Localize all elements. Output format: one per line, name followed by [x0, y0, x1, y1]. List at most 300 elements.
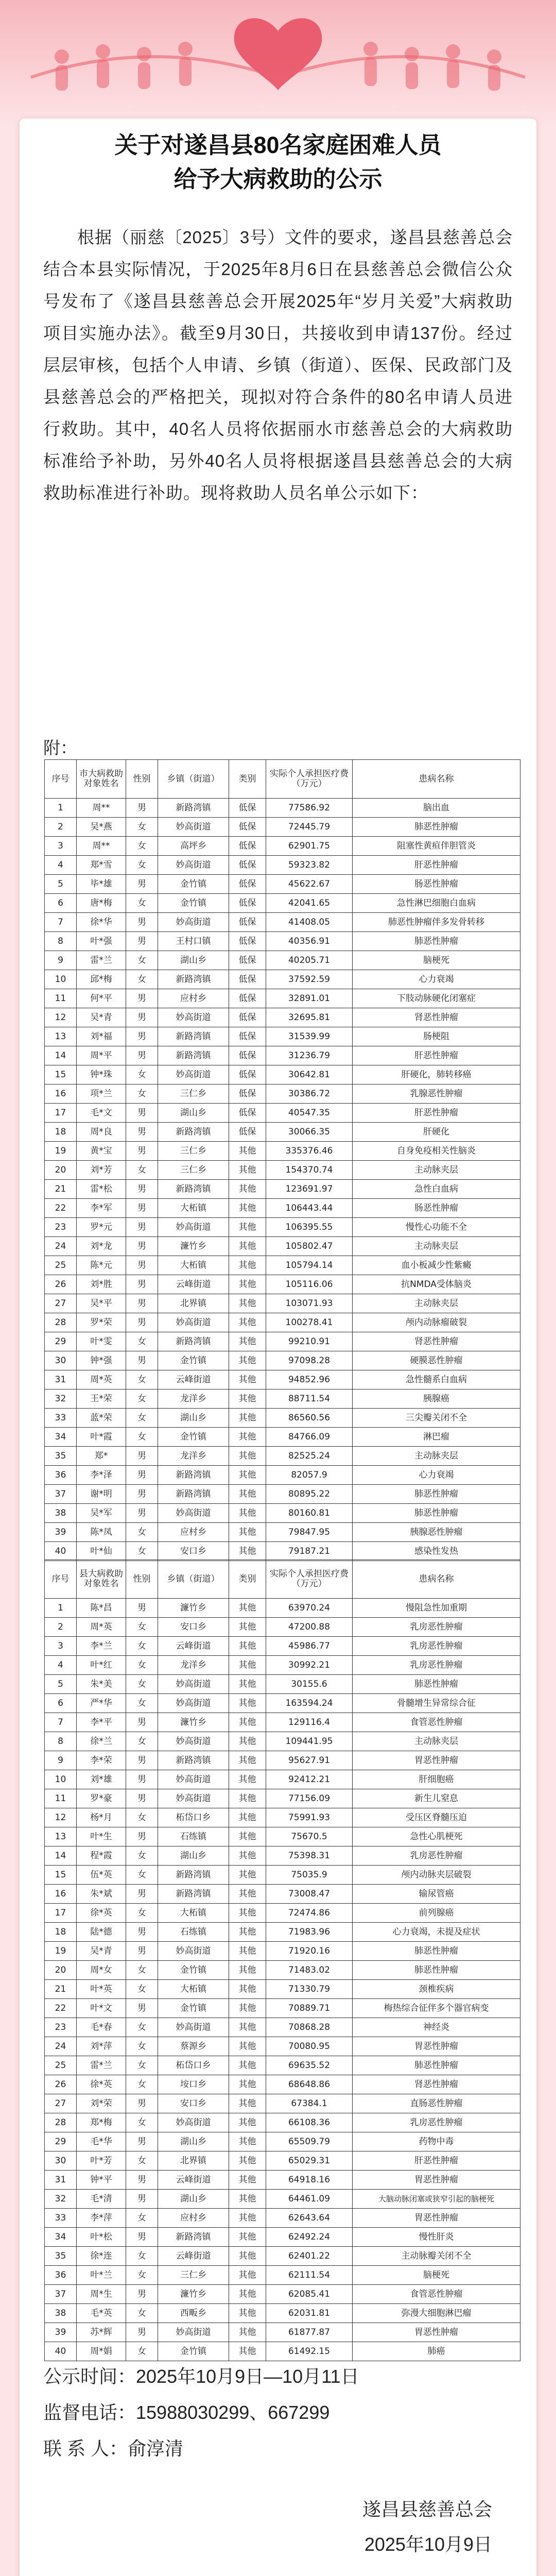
- table-cell: 周*良: [77, 1123, 126, 1142]
- table-cell: 30066.35: [266, 1123, 353, 1142]
- table-row: [45, 1942, 520, 1961]
- table-cell: 其他: [229, 1237, 266, 1256]
- table-row: [45, 1180, 520, 1199]
- table-cell: 刘*胜: [77, 1275, 126, 1294]
- table-cell: 女: [126, 1808, 158, 1827]
- table-cell: 71920.16: [266, 1942, 353, 1961]
- table-cell: 女: [126, 2266, 158, 2285]
- table-cell: 妙高街道: [158, 1065, 229, 1084]
- table-cell: 男: [126, 1923, 158, 1942]
- table-cell: 低保: [229, 913, 266, 932]
- table-cell: 李*兰: [77, 1637, 126, 1656]
- table-row: [45, 2304, 520, 2323]
- table-row: [45, 951, 520, 970]
- table-cell: 濂竹乡: [158, 2285, 229, 2304]
- table-cell: 低保: [229, 1027, 266, 1046]
- table-cell: 70868.28: [266, 2018, 353, 2037]
- table-cell: 59323.82: [266, 856, 353, 875]
- table-cell: 37: [45, 2285, 77, 2304]
- table-row: [45, 1256, 520, 1275]
- table-prefix: 附：: [43, 738, 77, 757]
- table-cell: 69635.52: [266, 2056, 353, 2075]
- table-cell: 蓝*荣: [77, 1409, 126, 1428]
- table-cell: 105116.06: [266, 1275, 353, 1294]
- table-cell: 叶*松: [77, 2228, 126, 2247]
- table-cell: 叶*雯: [77, 1332, 126, 1351]
- table-cell: 女: [126, 1637, 158, 1656]
- table-cell: 云峰街道: [158, 2247, 229, 2266]
- table-cell: 女: [126, 2075, 158, 2094]
- table-cell: 女: [126, 856, 158, 875]
- table-cell: 31: [45, 1370, 77, 1389]
- table-cell: 其他: [229, 1846, 266, 1866]
- table-cell: 72474.86: [266, 1904, 353, 1923]
- table-cell: 30155.6: [266, 1675, 353, 1694]
- table-cell: 低保: [229, 1123, 266, 1142]
- table-cell: 肺恶性肿瘤: [353, 1485, 520, 1504]
- table-cell: 梅热综合征伴多个器官病变: [353, 1999, 520, 2018]
- table-cell: 毛*华: [77, 2132, 126, 2151]
- table-cell: 其他: [229, 1466, 266, 1485]
- table-cell: 80895.22: [266, 1485, 353, 1504]
- table-cell: 男: [126, 1485, 158, 1504]
- table-cell: 62643.64: [266, 2209, 353, 2228]
- table-cell: 高坪乡: [158, 837, 229, 856]
- table-cell: 19: [45, 1142, 77, 1161]
- table-cell: 23: [45, 1218, 77, 1237]
- table-cell: 妙高街道: [158, 818, 229, 837]
- table-cell: 女: [126, 1542, 158, 1561]
- table-cell: 女: [126, 1961, 158, 1980]
- table-cell: 其他: [229, 2209, 266, 2228]
- table-cell: 云峰街道: [158, 1275, 229, 1294]
- table-cell: 慢性肝炎: [353, 2228, 520, 2247]
- table-cell: 垵口乡: [158, 2075, 229, 2094]
- table-cell: 7: [45, 1713, 77, 1732]
- table-cell: 79187.21: [266, 1542, 353, 1561]
- table-cell: 62111.54: [266, 2266, 353, 2285]
- table-cell: 濂竹乡: [158, 1237, 229, 1256]
- table-row: [45, 2190, 520, 2209]
- table-cell: 70889.71: [266, 1999, 353, 2018]
- table-cell: 输尿管癌: [353, 1885, 520, 1904]
- table-cell: 88711.54: [266, 1389, 353, 1409]
- table-cell: 男: [126, 1275, 158, 1294]
- table-row: [45, 2151, 520, 2171]
- table-cell: 15: [45, 1065, 77, 1084]
- county-aid-table: [44, 1560, 520, 2361]
- table-cell: 45986.77: [266, 1637, 353, 1656]
- table-cell: 其他: [229, 2342, 266, 2361]
- table-cell: 钟*强: [77, 1351, 126, 1370]
- table-cell: 154370.74: [266, 1161, 353, 1180]
- table-cell: 骨髓增生异常综合征: [353, 1694, 520, 1713]
- table-cell: 自身免疫相关性脑炎: [353, 1142, 520, 1161]
- table-cell: 24: [45, 2037, 77, 2056]
- table-row: [45, 1313, 520, 1332]
- table-cell: 罗*豪: [77, 1789, 126, 1808]
- table-cell: 低保: [229, 989, 266, 1008]
- table-cell: 安口乡: [158, 1542, 229, 1561]
- table-cell: 其他: [229, 1923, 266, 1942]
- table-cell: 其他: [229, 1447, 266, 1466]
- table-cell: 其他: [229, 1218, 266, 1237]
- table-cell: 大柘镇: [158, 1904, 229, 1923]
- table-cell: 63970.24: [266, 1599, 353, 1618]
- table-cell: 4: [45, 856, 77, 875]
- table-cell: 其他: [229, 1180, 266, 1199]
- table-cell: 其他: [229, 1523, 266, 1542]
- table-cell: 8: [45, 932, 77, 951]
- table-cell: 石练镇: [158, 1923, 229, 1942]
- table-cell: 朱*斌: [77, 1885, 126, 1904]
- table-cell: 周*生: [77, 2285, 126, 2304]
- table-cell: 新路湾镇: [158, 1885, 229, 1904]
- column-header: 实际个人承担医疗费（万元）: [266, 1560, 353, 1599]
- table-cell: 其他: [229, 1409, 266, 1428]
- table-header-row: [45, 1560, 520, 1599]
- table-cell: 周*娟: [77, 2342, 126, 2361]
- table-cell: 22: [45, 1999, 77, 2018]
- table-cell: 男: [126, 1466, 158, 1485]
- table-cell: 男: [126, 2094, 158, 2113]
- table-cell: 肾恶性肿瘤: [353, 2075, 520, 2094]
- table-cell: 女: [126, 1332, 158, 1351]
- table-row: [45, 1199, 520, 1218]
- table-cell: 男: [126, 1256, 158, 1275]
- table-cell: 乳房恶性肿瘤: [353, 1637, 520, 1656]
- table-cell: 胰腺癌: [353, 1389, 520, 1409]
- table-cell: 新路湾镇: [158, 970, 229, 989]
- table-cell: 80160.81: [266, 1504, 353, 1523]
- table-cell: 叶*仙: [77, 1542, 126, 1561]
- table-cell: 女: [126, 1065, 158, 1084]
- table-cell: 低保: [229, 818, 266, 837]
- table-cell: 新路湾镇: [158, 1027, 229, 1046]
- table-cell: 王村口镇: [158, 932, 229, 951]
- table-cell: 男: [126, 1142, 158, 1161]
- table-row: [45, 1275, 520, 1294]
- table-cell: 15: [45, 1866, 77, 1885]
- table-cell: 163594.24: [266, 1694, 353, 1713]
- table-cell: 105802.47: [266, 1237, 353, 1256]
- table-cell: 大柘镇: [158, 1199, 229, 1218]
- table-cell: 27: [45, 1294, 77, 1313]
- table-cell: 三尖瓣关闭不全: [353, 1409, 520, 1428]
- table-cell: 男: [126, 1942, 158, 1961]
- table-cell: 三仁乡: [158, 2266, 229, 2285]
- title-line-1: 关于对遂昌县80名家庭困难人员: [114, 132, 442, 158]
- table-cell: 新路湾镇: [158, 799, 229, 818]
- table-cell: 100278.41: [266, 1313, 353, 1332]
- table-cell: 肝细胞癌: [353, 1770, 520, 1789]
- table-cell: 70080.95: [266, 2037, 353, 2056]
- table-row: [45, 1885, 520, 1904]
- table-cell: 低保: [229, 875, 266, 894]
- table-row: [45, 799, 520, 818]
- table-cell: 30386.72: [266, 1084, 353, 1104]
- table-cell: 食管恶性肿瘤: [353, 1713, 520, 1732]
- table-cell: 男: [126, 1599, 158, 1618]
- table-cell: 109441.95: [266, 1732, 353, 1751]
- table-cell: 肺恶性肿瘤: [353, 1942, 520, 1961]
- table-cell: 心力衰竭，未提及症状: [353, 1923, 520, 1942]
- table-cell: 杨*月: [77, 1808, 126, 1827]
- table-cell: 胃恶性肿瘤: [353, 2171, 520, 2190]
- table-cell: 13: [45, 1827, 77, 1846]
- table-cell: 陆*德: [77, 1923, 126, 1942]
- table-cell: 毛*文: [77, 1104, 126, 1123]
- table-cell: 叶*芳: [77, 2151, 126, 2171]
- table-cell: 雷*兰: [77, 2056, 126, 2075]
- column-header: 市大病救助对象姓名: [77, 760, 126, 799]
- table-cell: 低保: [229, 951, 266, 970]
- table-cell: 75398.31: [266, 1846, 353, 1866]
- table-cell: 9: [45, 1751, 77, 1770]
- table-cell: 李*萍: [77, 2209, 126, 2228]
- table-row: [45, 2228, 520, 2247]
- table-cell: 75670.5: [266, 1827, 353, 1846]
- table-cell: 周**: [77, 799, 126, 818]
- intro-paragraph: 根据（丽慈〔2025〕3号）文件的要求，遂昌县慈善总会结合本县实际情况，于2025年8月6日在县慈善总会微信公众号发布了《遂昌县慈善总会开展2025年“岁月关爱”大病救助项目实施办法》。截至9月30日，共接收到申请137份。经过层层审核，包括个人申请、乡镇（街道）、医保、民政部门及县慈善总会的严格把关，现拟对符合条件的80名申请人员进行救助。其中，40名人员将依据丽水市慈善总会的大病救助标准给予补助，另外40名人员将根据遂昌县慈善总会的大病救助标准进行补助。现将救助人员名单公示如下：: [43, 228, 513, 502]
- table-cell: 急性淋巴细胞白血病: [353, 894, 520, 913]
- table-cell: 其他: [229, 1732, 266, 1751]
- table-cell: 其他: [229, 1942, 266, 1961]
- table-cell: 其他: [229, 2323, 266, 2342]
- table-cell: 周*女: [77, 1961, 126, 1980]
- table-cell: 脑梗死: [353, 951, 520, 970]
- table-cell: 129116.4: [266, 1713, 353, 1732]
- table-cell: 肺恶性肿瘤: [353, 1675, 520, 1694]
- table-cell: 何*平: [77, 989, 126, 1008]
- table-cell: 女: [126, 1866, 158, 1885]
- table-cell: 其他: [229, 2056, 266, 2075]
- table-cell: 其他: [229, 1504, 266, 1523]
- table-cell: 毛*清: [77, 2190, 126, 2209]
- table-cell: 女: [126, 2056, 158, 2075]
- table-cell: 42041.65: [266, 894, 353, 913]
- table-cell: 新路湾镇: [158, 1751, 229, 1770]
- table-cell: 64918.16: [266, 2171, 353, 2190]
- table-cell: 其他: [229, 1199, 266, 1218]
- table-cell: 低保: [229, 1065, 266, 1084]
- table-cell: 安口乡: [158, 1618, 229, 1637]
- table-cell: 淋巴瘤: [353, 1428, 520, 1447]
- table-cell: 其他: [229, 2151, 266, 2171]
- table-cell: 金竹镇: [158, 1428, 229, 1447]
- table-cell: 5: [45, 875, 77, 894]
- table-cell: 21: [45, 1180, 77, 1199]
- table-cell: 123691.97: [266, 1180, 353, 1199]
- table-cell: 女: [126, 1409, 158, 1428]
- table-cell: 罗*荣: [77, 1313, 126, 1332]
- column-header: 序号: [45, 1560, 77, 1599]
- table-cell: 66108.36: [266, 2113, 353, 2132]
- table-cell: 女: [126, 1618, 158, 1637]
- table-cell: 2: [45, 1618, 77, 1637]
- table-cell: 其他: [229, 1256, 266, 1275]
- table-cell: 38: [45, 2304, 77, 2323]
- table-row: [45, 2342, 520, 2361]
- table-cell: 低保: [229, 837, 266, 856]
- table-cell: 新生儿窒息: [353, 1789, 520, 1808]
- table-cell: 男: [126, 1218, 158, 1237]
- table-row: [45, 1294, 520, 1313]
- table-cell: 新路湾镇: [158, 1466, 229, 1485]
- table-row: [45, 1370, 520, 1389]
- table-cell: 妙高街道: [158, 2323, 229, 2342]
- table-cell: 龙洋乡: [158, 1447, 229, 1466]
- table-row: [45, 2094, 520, 2113]
- table-cell: 女: [126, 1370, 158, 1389]
- table-cell: 23: [45, 2018, 77, 2037]
- table-cell: 82057.9: [266, 1466, 353, 1485]
- table-cell: 龙洋乡: [158, 1656, 229, 1675]
- table-cell: 主动脉夹层: [353, 1237, 520, 1256]
- table-cell: 周*英: [77, 1618, 126, 1637]
- table-cell: 濂竹乡: [158, 1713, 229, 1732]
- table-row: [45, 1808, 520, 1827]
- table-cell: 颅内动脉夹层破裂: [353, 1866, 520, 1885]
- table-cell: 40: [45, 1542, 77, 1561]
- table-cell: 郑*雪: [77, 856, 126, 875]
- table-cell: 女: [126, 894, 158, 913]
- table-cell: 106443.44: [266, 1199, 353, 1218]
- table-cell: 其他: [229, 2285, 266, 2304]
- table-cell: 慢阻急性加重期: [353, 1599, 520, 1618]
- table-cell: 其他: [229, 1142, 266, 1161]
- table-row: [45, 1713, 520, 1732]
- table-row: [45, 837, 520, 856]
- table-cell: 4: [45, 1656, 77, 1675]
- column-header: 患病名称: [353, 760, 520, 799]
- table-cell: 肝硬化，肺转移癌: [353, 1065, 520, 1084]
- table-cell: 李*平: [77, 1713, 126, 1732]
- table-cell: 39: [45, 1523, 77, 1542]
- table-row: [45, 1846, 520, 1866]
- table-cell: 女: [126, 2247, 158, 2266]
- table-cell: 男: [126, 1751, 158, 1770]
- table-cell: 刘*雄: [77, 1770, 126, 1789]
- table-cell: 妙高街道: [158, 2113, 229, 2132]
- table-cell: 抗NMDA受体脑炎: [353, 1275, 520, 1294]
- table-row: [45, 1123, 520, 1142]
- table-cell: 92412.21: [266, 1770, 353, 1789]
- table-cell: 33: [45, 2209, 77, 2228]
- table-cell: 大柘镇: [158, 1256, 229, 1275]
- table-row: [45, 1827, 520, 1846]
- table-row: [45, 1999, 520, 2018]
- table-row: [45, 2075, 520, 2094]
- table-cell: 28: [45, 2113, 77, 2132]
- table-cell: 心力衰竭: [353, 1466, 520, 1485]
- table-cell: 男: [126, 2228, 158, 2247]
- table-cell: 低保: [229, 1104, 266, 1123]
- table-cell: 62401.22: [266, 2247, 353, 2266]
- table-cell: 106395.55: [266, 1218, 353, 1237]
- table-row: [45, 1523, 520, 1542]
- table-header-row: [45, 760, 520, 799]
- table-cell: 邱*梅: [77, 970, 126, 989]
- table-cell: 肠恶性肿瘤: [353, 875, 520, 894]
- table-cell: 弥漫大细胞淋巴瘤: [353, 2304, 520, 2323]
- table-cell: 吴*青: [77, 1008, 126, 1027]
- table-cell: 伍*英: [77, 1866, 126, 1885]
- table-cell: 徐*英: [77, 1904, 126, 1923]
- table-cell: 金竹镇: [158, 2342, 229, 2361]
- table-row: [45, 2266, 520, 2285]
- table-cell: 唐*梅: [77, 894, 126, 913]
- table-row: [45, 2209, 520, 2228]
- table-cell: 低保: [229, 1008, 266, 1027]
- table-cell: 云峰街道: [158, 2171, 229, 2190]
- table-cell: 其他: [229, 1370, 266, 1389]
- table-cell: 三仁乡: [158, 1161, 229, 1180]
- table-cell: 40547.35: [266, 1104, 353, 1123]
- table-cell: 项*兰: [77, 1084, 126, 1104]
- table-cell: 女: [126, 2113, 158, 2132]
- table-row: [45, 1332, 520, 1351]
- table-cell: 女: [126, 1428, 158, 1447]
- table-cell: 77586.92: [266, 799, 353, 818]
- table-row: [45, 1732, 520, 1751]
- table-cell: 其他: [229, 1332, 266, 1351]
- table-cell: 其他: [229, 1275, 266, 1294]
- table-cell: 40205.71: [266, 951, 353, 970]
- table-cell: 73008.47: [266, 1885, 353, 1904]
- contact-person: 联 系 人：俞淳清: [43, 2438, 184, 2459]
- table-cell: 97098.28: [266, 1351, 353, 1370]
- table-cell: 其他: [229, 2075, 266, 2094]
- table-cell: 22: [45, 1199, 77, 1218]
- table-row: [45, 1599, 520, 1618]
- table-cell: 低保: [229, 970, 266, 989]
- table-cell: 肝恶性肿瘤: [353, 2151, 520, 2171]
- table-row: [45, 1351, 520, 1370]
- column-header: 县大病救助对象姓名: [77, 1560, 126, 1599]
- table-row: [45, 1447, 520, 1466]
- table-cell: 16: [45, 1885, 77, 1904]
- table-cell: 女: [126, 2342, 158, 2361]
- table-cell: 其他: [229, 1866, 266, 1885]
- table-cell: 慢性心功能不全: [353, 1218, 520, 1237]
- table-cell: 新路湾镇: [158, 1485, 229, 1504]
- table-row: [45, 2171, 520, 2190]
- table-cell: 男: [126, 875, 158, 894]
- table-cell: 妙高街道: [158, 1732, 229, 1751]
- table-cell: 叶*文: [77, 1999, 126, 2018]
- table-cell: 其他: [229, 1161, 266, 1180]
- table-cell: 20: [45, 1161, 77, 1180]
- heart-hands-banner-icon: [0, 0, 556, 126]
- table-cell: 陈*元: [77, 1256, 126, 1275]
- table-cell: 86560.56: [266, 1409, 353, 1428]
- table-row: [45, 970, 520, 989]
- table-cell: 其他: [229, 1827, 266, 1846]
- table-cell: 新路湾镇: [158, 1332, 229, 1351]
- table-cell: 37: [45, 1485, 77, 1504]
- table-cell: 其他: [229, 1694, 266, 1713]
- signature-org: 遂昌县慈善总会: [362, 2499, 492, 2520]
- table-cell: 男: [126, 1180, 158, 1199]
- table-cell: 濂竹乡: [158, 1599, 229, 1618]
- table-cell: 颅内动脉瘤破裂: [353, 1313, 520, 1332]
- table-cell: 27: [45, 2094, 77, 2113]
- table-cell: 28: [45, 1313, 77, 1332]
- table-cell: 20: [45, 1961, 77, 1980]
- table-cell: 乳腺恶性肿瘤: [353, 1084, 520, 1104]
- table-cell: 胃恶性肿瘤: [353, 2323, 520, 2342]
